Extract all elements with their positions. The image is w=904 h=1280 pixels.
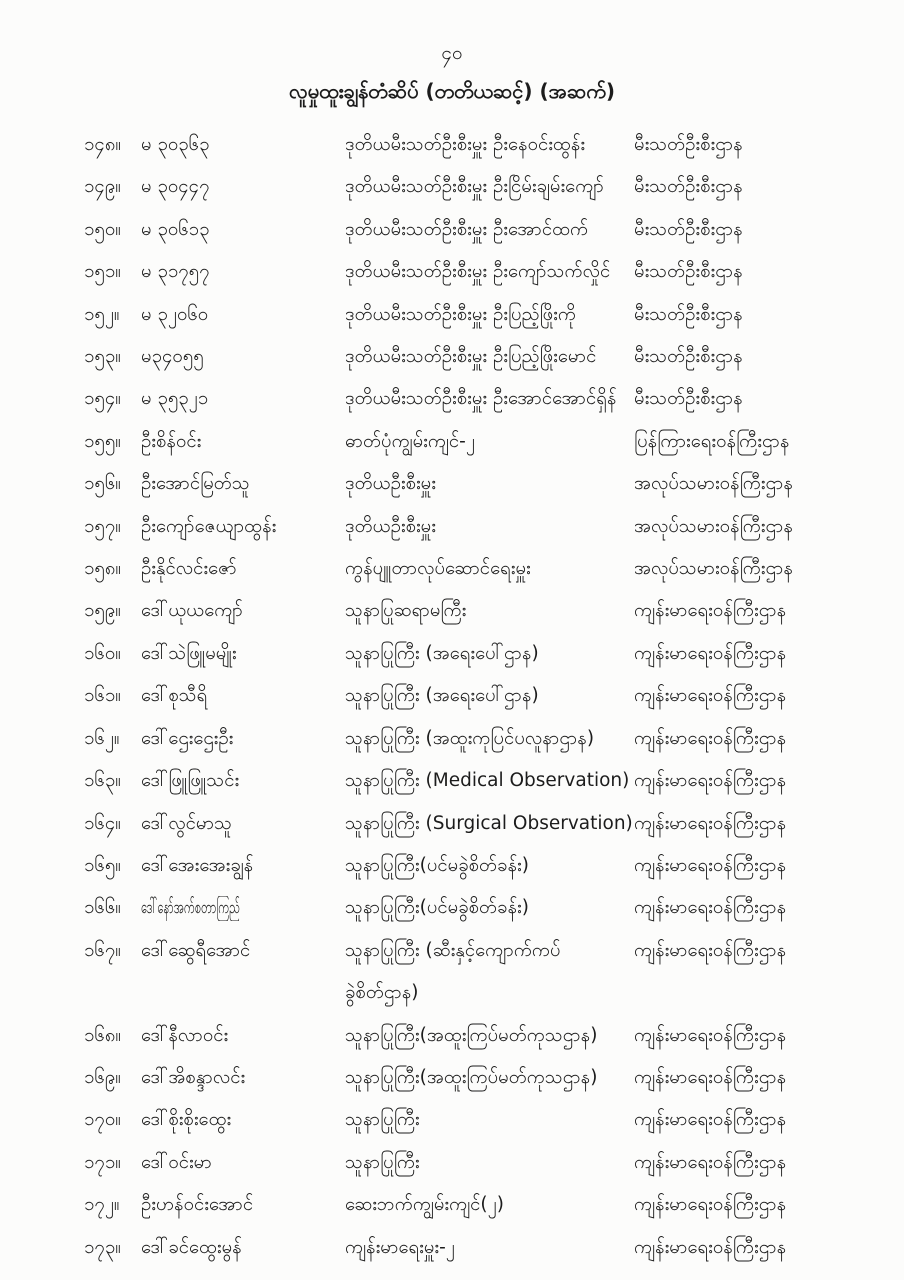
row-serial: ၁၇၂။	[84, 1194, 120, 1216]
table-row	[84, 1227, 884, 1269]
row-serial: ၁၅၉။	[84, 600, 121, 622]
row-serial: ၁၄၉။	[84, 176, 121, 198]
row-name-text: ဒေါ်ယုယကျော်	[141, 600, 243, 622]
table-row	[84, 251, 884, 293]
row-department: အလုပ်သမားဝန်ကြီးဌာန	[634, 473, 793, 495]
row-name-text: ဒေါ်နော်အက်စတာကြည်	[141, 897, 240, 919]
table-row	[84, 760, 884, 802]
row-department: မီးသတ်ဦးစီးဌာန	[634, 388, 743, 410]
row-position	[345, 633, 634, 675]
row-department: ကျန်းမာရေးဝန်ကြီးဌာန	[634, 1024, 787, 1046]
table-row	[84, 166, 884, 208]
table-row	[84, 209, 884, 251]
row-name	[141, 1057, 345, 1099]
row-department: ကျန်းမာရေးဝန်ကြီးဌာန	[634, 1066, 787, 1088]
row-name-text: ဒေါ်သဲဖြူမမျိုး	[141, 642, 237, 664]
row-department: မီးသတ်ဦးစီးဌာန	[634, 218, 743, 240]
row-position	[345, 124, 634, 166]
row-department: ကျန်းမာရေးဝန်ကြီးဌာန	[634, 600, 787, 622]
row-department: ကျန်းမာရေးဝန်ကြီးဌာန	[634, 685, 787, 707]
table-row	[84, 1099, 884, 1141]
row-name	[141, 463, 345, 505]
row-serial: ၁၆၁။	[84, 685, 121, 707]
table-row	[84, 1015, 884, 1057]
row-position-line1: ကျန်းမာရေးမှူး-၂	[345, 1236, 455, 1258]
row-name-text: မ ၃၂၀၆၀	[141, 303, 209, 325]
row-serial: ၁၅၂။	[84, 303, 120, 325]
table-row	[84, 124, 884, 166]
row-position	[345, 336, 634, 378]
row-name	[141, 1227, 345, 1269]
row-name-text: မ ၃၅၃၂၁	[141, 388, 209, 410]
row-serial: ၁၅၈။	[84, 558, 121, 580]
row-position	[345, 1227, 634, 1269]
row-department: မီးသတ်ဦးစီးဌာန	[634, 134, 743, 155]
row-name	[141, 294, 345, 336]
row-name-text: မ ၃၁၇၅၇	[141, 261, 210, 283]
table-row	[84, 336, 884, 378]
row-name	[141, 336, 345, 378]
table-row	[84, 590, 884, 632]
row-serial: ၁၅၅။	[84, 430, 121, 452]
row-name-text: ဒေါ်ဌေးဌေးဦး	[141, 727, 234, 749]
row-position	[345, 1142, 634, 1184]
row-position-line1: သူနာပြုကြီး(ပင်မခွဲစိတ်ခန်း)	[345, 897, 529, 919]
row-name	[141, 633, 345, 675]
table-row	[84, 633, 884, 675]
row-name	[141, 1142, 345, 1184]
row-serial: ၁၆၇။	[84, 939, 121, 961]
row-name	[141, 803, 345, 845]
row-position-line1: ဒုတိယမီးသတ်ဦးစီးမှူး ဦးပြည့်ဖြိုးကို	[345, 303, 576, 325]
row-name-text: ဒေါ်စိုးစိုးထွေး	[141, 1109, 232, 1131]
row-serial: ၁၆၆။	[84, 897, 121, 919]
row-position-line1: သူနာပြုကြီး (Surgical Observation)	[345, 812, 633, 834]
row-name	[141, 124, 345, 166]
row-name	[141, 166, 345, 208]
row-position	[345, 209, 634, 251]
row-name-text: ဦးကျော်ဇေယျာထွန်း	[141, 515, 277, 537]
row-position-line1: သူနာပြုကြီး(အထူးကြပ်မတ်ကုသဌာန)	[345, 1024, 598, 1046]
row-name-text: ဒေါ်အိစန္ဒာလင်း	[141, 1066, 246, 1088]
table-row	[84, 1057, 884, 1099]
row-position-line1: သူနာပြုကြီး	[345, 1109, 420, 1131]
row-serial: ၁၅၀။	[84, 218, 121, 240]
row-position-line1: သူနာပြုကြီး(အထူးကြပ်မတ်ကုသဌာန)	[345, 1066, 598, 1088]
row-name	[141, 590, 345, 632]
row-serial: ၁၆၄။	[84, 812, 121, 834]
row-name	[141, 1015, 345, 1057]
row-name	[141, 251, 345, 293]
row-department: ကျန်းမာရေးဝန်ကြီးဌာန	[634, 1151, 787, 1173]
row-department: ကျန်းမာရေးဝန်ကြီးဌာန	[634, 1194, 787, 1216]
row-serial: ၁၄၈။	[84, 134, 121, 155]
row-department: ကျန်းမာရေးဝန်ကြီးဌာန	[634, 642, 787, 664]
row-department: ကျန်းမာရေးဝန်ကြီးဌာန	[634, 1109, 787, 1131]
row-name	[141, 506, 345, 548]
row-position-line1: သူနာပြုကြီး	[345, 1151, 420, 1173]
row-name-text: ဒေါ်အေးအေးချွန်	[141, 854, 254, 876]
row-department: ကျန်းမာရေးဝန်ကြီးဌာန	[634, 854, 787, 876]
row-name-text: ဒေါ်ဝင်းမာ	[141, 1151, 212, 1173]
row-position	[345, 463, 634, 505]
row-serial: ၁၆၈။	[84, 1024, 121, 1046]
row-position-line1: သူနာပြုကြီး (အရေးပေါ်ဌာန)	[345, 685, 539, 707]
row-serial: ၁၆၂။	[84, 727, 120, 749]
row-department: ကျန်းမာရေးဝန်ကြီးဌာန	[634, 897, 787, 919]
row-department: ကျန်းမာရေးဝန်ကြီးဌာန	[634, 770, 787, 792]
row-name-text: မ ၃၀၃၆၃	[141, 134, 210, 155]
row-department: ကျန်းမာရေးဝန်ကြီးဌာန	[634, 812, 787, 834]
row-position	[345, 803, 634, 845]
table-row	[84, 421, 884, 463]
row-serial: ၁၆၅။	[84, 854, 121, 876]
row-name	[141, 421, 345, 463]
row-serial: ၁၆၉။	[84, 1066, 121, 1088]
row-department: ကျန်းမာရေးဝန်ကြီးဌာန	[634, 1236, 787, 1258]
row-position	[345, 845, 634, 887]
row-department: အလုပ်သမားဝန်ကြီးဌာန	[634, 515, 793, 537]
row-position	[345, 506, 634, 548]
row-name-text: ဒေါ်ဆွေရီအောင်	[141, 939, 251, 961]
row-position-line1: သူနာပြုကြီး (အရေးပေါ်ဌာန)	[345, 642, 539, 664]
row-position	[345, 294, 634, 336]
table-row	[84, 548, 884, 590]
row-department: ကျန်းမာရေးဝန်ကြီးဌာန	[634, 939, 787, 961]
row-serial: ၁၇၁။	[84, 1151, 121, 1173]
row-department: ကျန်းမာရေးဝန်ကြီးဌာန	[634, 727, 787, 749]
row-name	[141, 718, 345, 760]
row-position	[345, 760, 634, 802]
row-name-text: မ ၃၀၆၁၃	[141, 218, 210, 240]
table-row	[84, 803, 884, 845]
row-position-line1: ဒုတိယဦးစီးမှူး	[345, 515, 436, 537]
row-department: အလုပ်သမားဝန်ကြီးဌာန	[634, 558, 793, 580]
awards-table	[84, 124, 884, 1269]
row-position-line1: ဒုတိယမီးသတ်ဦးစီးမှူး ဦးပြည့်ဖြိုးမောင်	[345, 346, 597, 368]
page-title: လူမှုထူးချွန်တံဆိပ် (တတိယဆင့်) (အဆက်)	[288, 79, 616, 103]
row-position-line1: ဒုတိယမီးသတ်ဦးစီးမှူး ဦးကျော်သက်လှိုင်	[345, 261, 611, 283]
row-name-text: ဒေါ်ဖြူဖြူသင်း	[141, 770, 240, 792]
row-position	[345, 1057, 634, 1099]
row-name	[141, 845, 345, 887]
table-row	[84, 463, 884, 505]
row-position-line1: ဒုတိယမီးသတ်ဦးစီးမှူး ဦးနေဝင်းထွန်း	[345, 134, 586, 155]
row-name	[141, 1099, 345, 1141]
row-name-text: ဦးအောင်မြတ်သူ	[141, 473, 250, 495]
table-row	[84, 718, 884, 760]
row-serial: ၁၆၃။	[84, 770, 121, 792]
row-position-line2: ခွဲစိတ်ဌာန)	[345, 982, 419, 1004]
row-position-line1: ဆေးဘက်ကျွမ်းကျင်(၂)	[345, 1194, 504, 1216]
row-position	[345, 887, 634, 929]
row-position-line1: ဒုတိယမီးသတ်ဦးစီးမှူး ဦးအောင်အောင်ရှိန်	[345, 388, 617, 410]
row-name-text: ဒေါ်နီလာဝင်း	[141, 1024, 229, 1046]
row-position	[345, 1184, 634, 1226]
table-row	[84, 378, 884, 420]
row-position	[345, 930, 634, 1015]
row-department: မီးသတ်ဦးစီးဌာန	[634, 303, 743, 325]
row-position-line1: သူနာပြုကြီး (ဆီးနှင့်ကျောက်ကပ်	[345, 939, 561, 961]
row-position-line1: ဒုတိယမီးသတ်ဦးစီးမှူး ဦးငြိမ်းချမ်းကျော်	[345, 176, 604, 198]
table-row	[84, 930, 884, 1015]
row-name-text: ဦးနိုင်လင်းဇော်	[141, 558, 237, 580]
row-name-text: မ၃၄၀၅၅	[141, 346, 204, 368]
row-serial: ၁၆၀။	[84, 642, 121, 664]
row-name	[141, 378, 345, 420]
row-serial: ၁၅၄။	[84, 388, 121, 410]
row-name	[141, 209, 345, 251]
table-row	[84, 1184, 884, 1226]
row-name-text: မ ၃၀၄၄၇	[141, 176, 210, 198]
table-row	[84, 845, 884, 887]
table-row	[84, 294, 884, 336]
row-serial: ၁၇၃။	[84, 1236, 121, 1258]
row-name-text: ဒေါ်ခင်ထွေးမွန်	[141, 1236, 242, 1258]
row-position	[345, 1015, 634, 1057]
row-department: မီးသတ်ဦးစီးဌာန	[634, 346, 743, 368]
row-position	[345, 1099, 634, 1141]
row-position	[345, 251, 634, 293]
row-name-text: ဒေါ်စုသီရိ	[141, 685, 208, 707]
row-name	[141, 887, 345, 929]
table-row	[84, 1142, 884, 1184]
row-position-line1: ဒုတိယဦးစီးမှူး	[345, 473, 436, 495]
row-position-line1: သူနာပြုဆရာမကြီး	[345, 600, 467, 622]
row-position-line1: ဓာတ်ပုံကျွမ်းကျင်-၂	[345, 430, 475, 452]
row-position	[345, 675, 634, 717]
row-serial: ၁၅၁။	[84, 261, 121, 283]
row-position-line1: သူနာပြုကြီး (အထူးကုပြင်ပလူနာဌာန)	[345, 727, 595, 749]
row-position-line1: သူနာပြုကြီး(ပင်မခွဲစိတ်ခန်း)	[345, 854, 529, 876]
row-department: မီးသတ်ဦးစီးဌာန	[634, 261, 743, 283]
row-name	[141, 548, 345, 590]
row-serial: ၁၅၃။	[84, 346, 121, 368]
row-position	[345, 378, 634, 420]
row-position-line1: ကွန်ပျူတာလုပ်ဆောင်ရေးမှူး	[345, 558, 531, 580]
table-row	[84, 506, 884, 548]
row-name-text: ဦးဟန်ဝင်းအောင်	[141, 1194, 254, 1216]
row-department: ပြန်ကြားရေးဝန်ကြီးဌာန	[634, 430, 790, 452]
row-position	[345, 421, 634, 463]
row-serial: ၁၅၆။	[84, 473, 121, 495]
row-position	[345, 590, 634, 632]
row-name-text: ဒေါ်လွင်မာသူ	[141, 812, 232, 834]
table-row	[84, 887, 884, 929]
row-position	[345, 718, 634, 760]
row-name	[141, 1184, 345, 1226]
row-position	[345, 166, 634, 208]
row-name	[141, 930, 345, 972]
row-department: မီးသတ်ဦးစီးဌာန	[634, 176, 743, 198]
row-position	[345, 548, 634, 590]
row-name	[141, 675, 345, 717]
row-name-text: ဦးစိန်ဝင်း	[141, 430, 202, 452]
page-number: ၄၀	[441, 42, 463, 64]
row-name	[141, 760, 345, 802]
table-row	[84, 675, 884, 717]
row-serial: ၁၇၀။	[84, 1109, 121, 1131]
row-serial: ၁၅၇။	[84, 515, 121, 537]
row-position-line1: ဒုတိယမီးသတ်ဦးစီးမှူး ဦးအောင်ထက်	[345, 218, 589, 240]
row-position-line1: သူနာပြုကြီး (Medical Observation)	[345, 770, 630, 792]
